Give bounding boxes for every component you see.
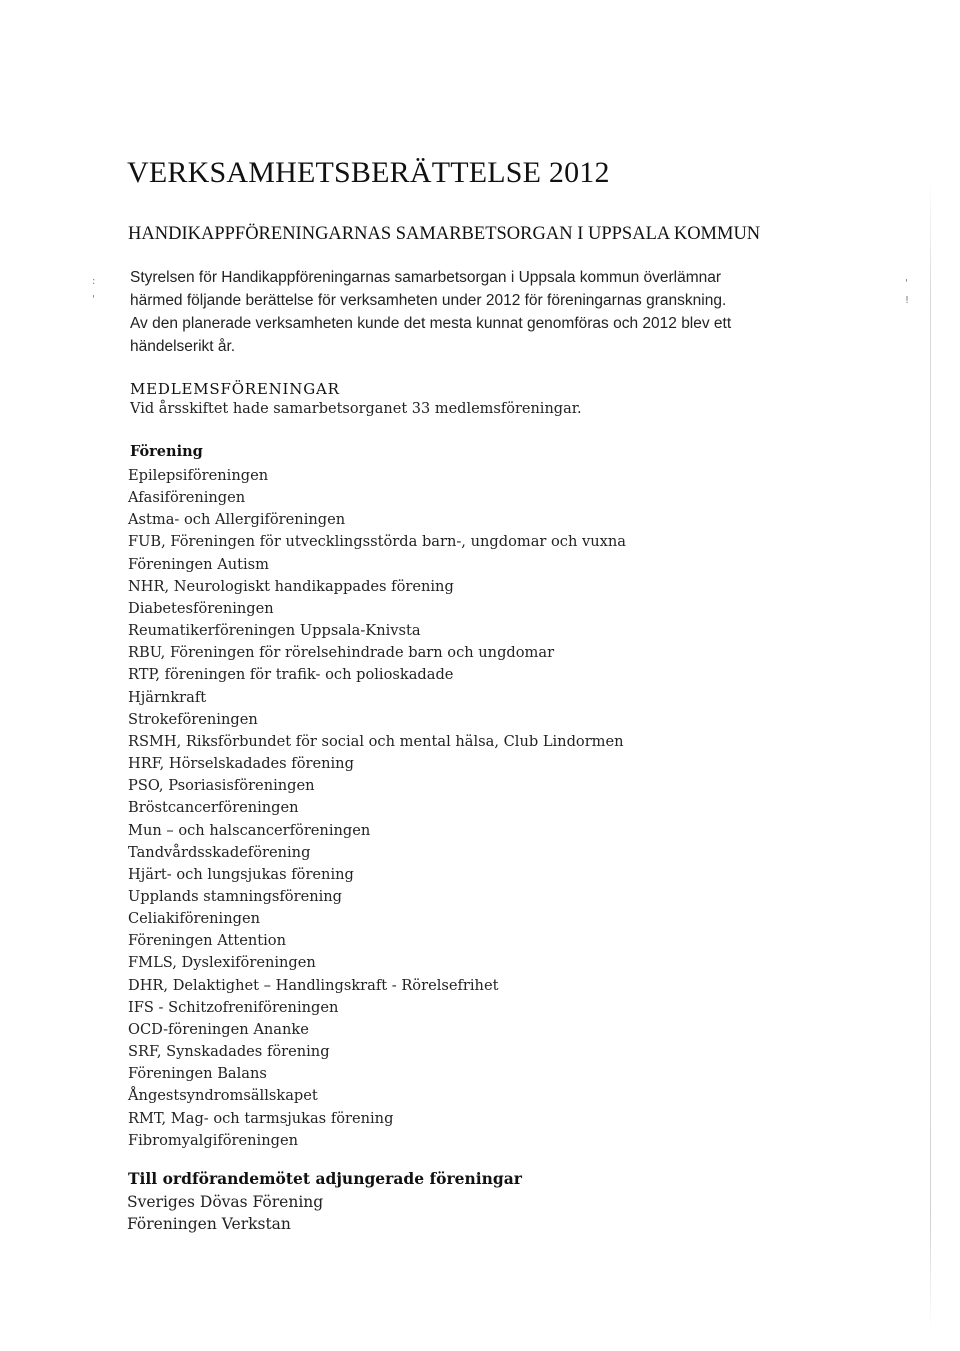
organization-item: PSO, Psoriasisföreningen xyxy=(128,777,315,795)
organization-item: HRF, Hörselskadades förening xyxy=(128,755,354,773)
adjunct-organization-list xyxy=(127,1191,323,1235)
organization-item: Astma- och Allergiföreningen xyxy=(128,511,346,529)
organization-item: Reumatikerföreningen Uppsala-Knivsta xyxy=(128,622,421,640)
organization-item: Upplands stamningsförening xyxy=(128,887,343,905)
members-intro: Vid årsskiftet hade samarbetsorganet 33 medlemsföreningar. xyxy=(130,401,582,417)
organization-item: Föreningen Attention xyxy=(128,932,286,950)
organization-item: Sveriges Dövas Förening xyxy=(127,1193,324,1211)
organization-item: Hjärt- och lungsjukas förening xyxy=(128,865,354,883)
organization-item: Fibromyalgiföreningen xyxy=(128,1131,299,1149)
organization-item: IFS - Schitzofreniföreningen xyxy=(128,998,339,1016)
scan-mark: : xyxy=(92,276,96,287)
intro-line: härmed följande berättelse för verksamheten under 2012 för föreningarnas granskning. xyxy=(130,292,727,309)
organization-item: FUB, Föreningen för utvecklingsstörda barn-, ungdomar och vuxna xyxy=(128,533,626,551)
adjunct-heading: Till ordförandemötet adjungerade föreningar xyxy=(128,1169,522,1188)
organization-item: RTP, föreningen för trafik- och polioskadade xyxy=(128,666,454,684)
organization-item: Föreningen Autism xyxy=(128,555,270,573)
intro-paragraph xyxy=(130,266,830,358)
organization-item: OCD-föreningen Ananke xyxy=(128,1020,309,1038)
member-organization-list xyxy=(128,465,626,1152)
document-title: VERKSAMHETSBERÄTTELSE 2012 xyxy=(127,156,610,189)
scan-mark: ' xyxy=(92,294,95,305)
organization-item: SRF, Synskadades förening xyxy=(128,1043,330,1061)
organization-item: Föreningen Balans xyxy=(128,1065,267,1083)
organization-item: Epilepsiföreningen xyxy=(128,467,269,484)
scan-edge-line xyxy=(930,180,931,1330)
organization-item: Tandvårdsskadeförening xyxy=(128,843,311,861)
organization-item: DHR, Delaktighet – Handlingskraft - Rörelsefrihet xyxy=(128,976,499,994)
organization-item: Afasiföreningen xyxy=(128,489,246,507)
organization-list-heading: Förening xyxy=(130,443,203,460)
scan-mark: ' xyxy=(905,278,908,289)
members-heading: MEDLEMSFÖRENINGAR xyxy=(130,380,340,398)
intro-line: Styrelsen för Handikappföreningarnas samarbetsorgan i Uppsala kommun överlämnar xyxy=(130,269,722,286)
scan-mark: ! xyxy=(905,295,910,306)
organization-item: RBU, Föreningen för rörelsehindrade barn och ungdomar xyxy=(128,644,555,662)
organization-item: Föreningen Verkstan xyxy=(127,1215,291,1233)
organization-item: Strokeföreningen xyxy=(128,710,258,728)
organization-item: RSMH, Riksförbundet för social och mental hälsa, Club Lindormen xyxy=(128,732,624,750)
organization-item: NHR, Neurologiskt handikappades förening xyxy=(128,577,454,595)
organization-item: FMLS, Dyslexiföreningen xyxy=(128,954,316,972)
organization-item: Hjärnkraft xyxy=(128,688,207,706)
organization-item: Bröstcancerföreningen xyxy=(128,799,299,817)
organization-item: Celiakiföreningen xyxy=(128,910,260,928)
organization-item: Mun – och halscancerföreningen xyxy=(128,821,371,839)
organization-item: Diabetesföreningen xyxy=(128,599,274,617)
organization-item: RMT, Mag- och tarmsjukas förening xyxy=(128,1109,394,1127)
document-subtitle: HANDIKAPPFÖRENINGARNAS SAMARBETSORGAN I UPPSALA KOMMUN xyxy=(128,224,761,244)
organization-item: Ångestsyndromsällskapet xyxy=(128,1087,318,1105)
intro-line: Av den planerade verksamheten kunde det mesta kunnat genomföras och 2012 blev ett xyxy=(130,315,732,332)
intro-line: händelserikt år. xyxy=(130,338,236,355)
